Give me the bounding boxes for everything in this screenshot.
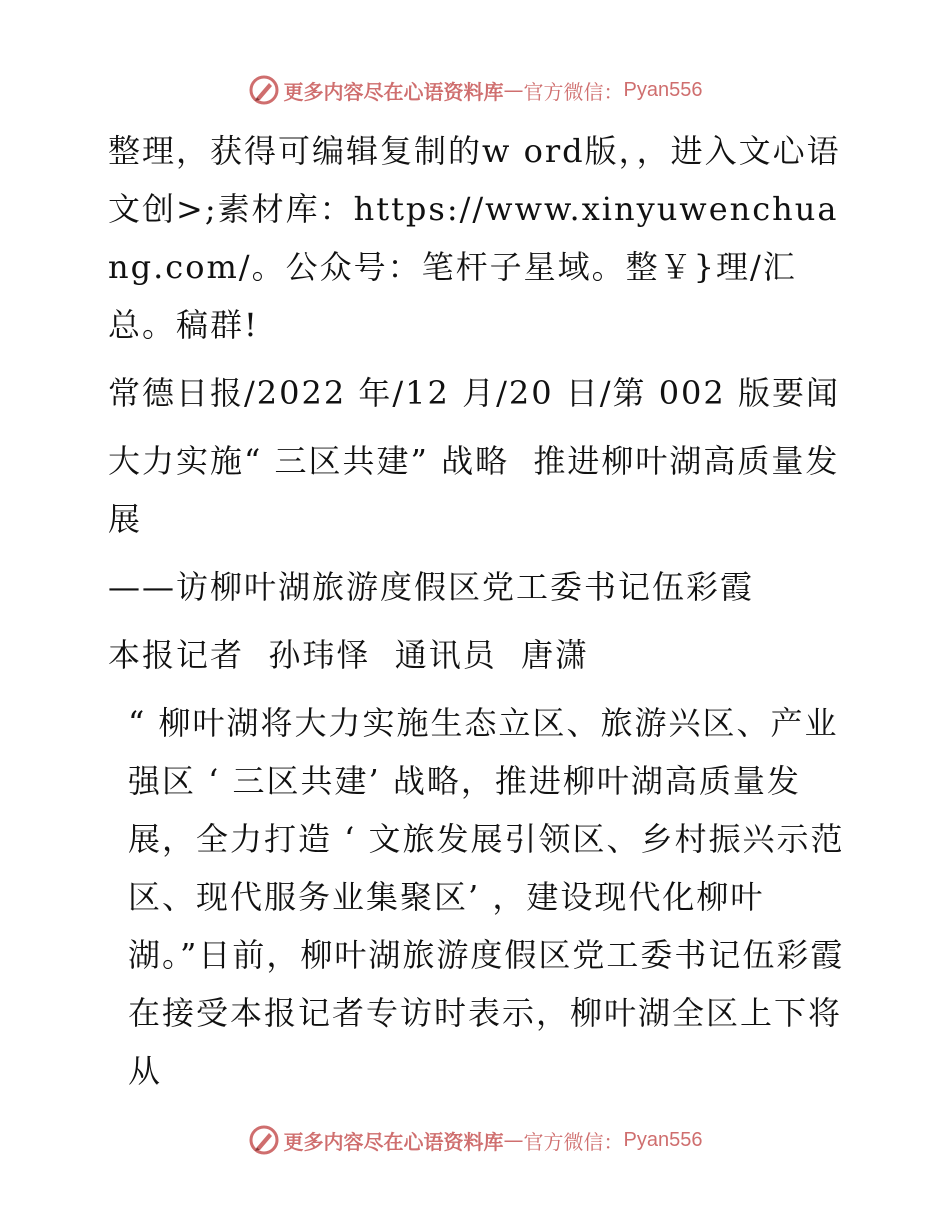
- intro-paragraph: 整理，获得可编辑复制的w ord版，，进入文心语文创>;素材库：https://www.xinyuwenchuang.com/。公众号：笔杆子星域。整￥}理/汇总。稿群!: [108, 132, 841, 344]
- banner-main-text: 更多内容尽在心语资料库: [283, 79, 504, 104]
- pen-logo-icon: [248, 74, 280, 106]
- source-line: 常德日报/2022 年/12 月/20 日/第 002 版要闻: [108, 374, 840, 412]
- banner-wechat-label: 官方微信：: [523, 1129, 624, 1154]
- document-body: [98, 122, 858, 1110]
- article-body-paragraph: “ 柳叶湖将大力实施生态立区、旅游兴区、产业强区 ‘ 三区共建’ 战略，推进柳叶湖高质量发展，全力打造 ‘ 文旅发展引领区、乡村振兴示范区、现代服务业集聚区’ ，建设现代化柳叶湖。”日前，柳叶湖旅游度假区党工委书记伍彩霞在接受本报记者专访时表示，柳叶湖全区上下将从: [128, 704, 845, 1090]
- banner-wechat-label: 官方微信：: [523, 79, 624, 104]
- banner-wechat-id: Pyan556: [623, 1128, 703, 1151]
- footer-banner: [0, 1120, 950, 1160]
- article-headline: 大力实施“ 三区共建” 战略 推进柳叶湖高质量发展: [108, 442, 840, 538]
- banner-main-text: 更多内容尽在心语资料库: [283, 1129, 504, 1154]
- article-subhead: ——访柳叶湖旅游度假区党工委书记伍彩霞: [108, 568, 755, 606]
- pen-logo-icon: [248, 1124, 280, 1156]
- banner-wechat-id: Pyan556: [623, 78, 703, 101]
- header-banner: [0, 70, 950, 110]
- banner-dash: —: [503, 78, 524, 102]
- article-byline: 本报记者 孙玮怿 通讯员 唐潇: [108, 636, 590, 674]
- banner-dash: —: [503, 1128, 524, 1152]
